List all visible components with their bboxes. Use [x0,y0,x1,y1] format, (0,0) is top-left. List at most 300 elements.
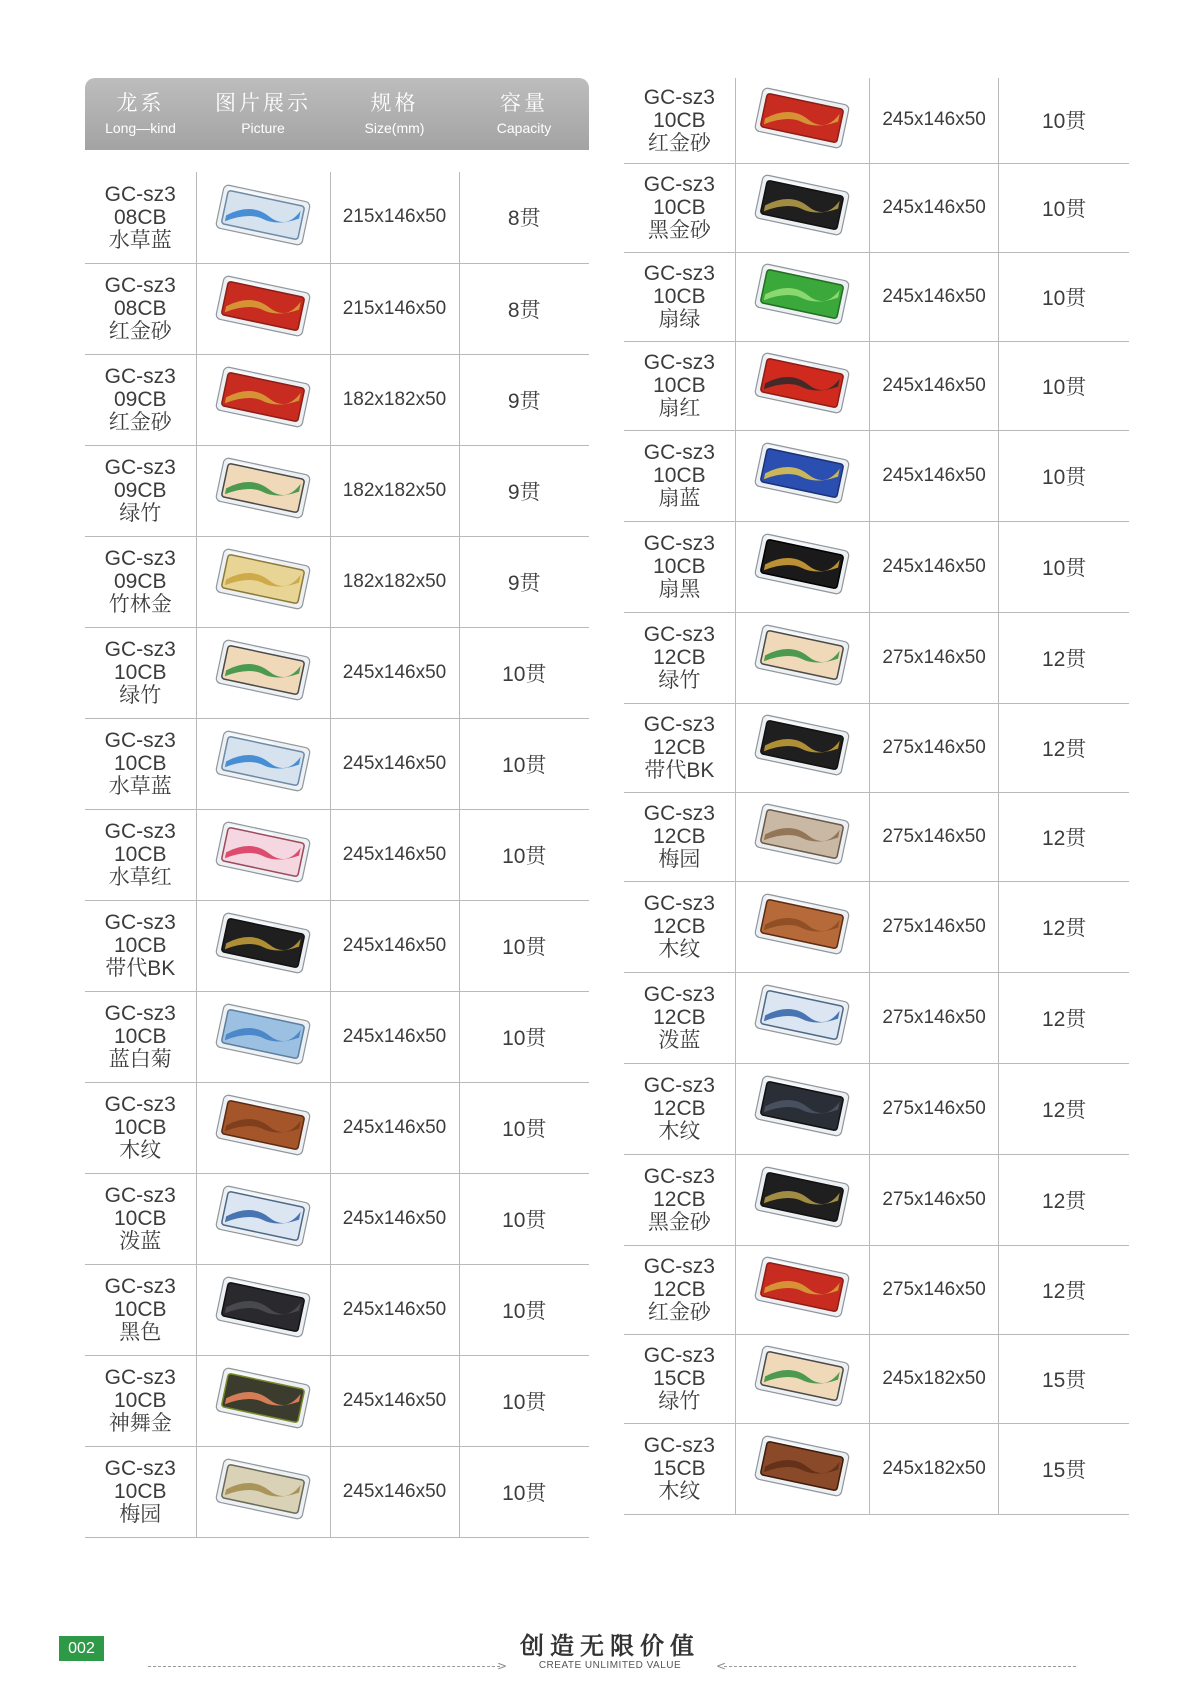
product-code-cell [624,1063,735,1154]
product-picture-cell [196,354,330,445]
product-model: 08CB [113,205,167,229]
product-code: GC-sz3 [104,1002,176,1025]
tray-bamboo-leaf-icon [748,1344,856,1408]
product-capacity: 10贯 [459,900,589,991]
product-row [85,1082,589,1173]
product-model: 10CB [113,1298,167,1321]
product-model: 09CB [113,388,167,411]
product-row [85,445,589,536]
product-model: 10CB [113,1389,167,1412]
product-picture-cell [735,1063,869,1154]
tray-wood-grain-icon [209,1093,317,1157]
tray-fan-green-icon [748,262,856,326]
product-row [624,881,1129,972]
tray-plum-garden-icon [748,802,856,866]
product-code: GC-sz3 [104,274,176,297]
product-code-cell [624,703,735,792]
product-code-cell [85,1355,196,1446]
tray-wood-grain-icon [748,892,856,956]
product-size: 245x146x50 [330,1355,459,1446]
product-style: 红金砂 [647,131,711,155]
product-code-cell [624,430,735,521]
product-style: 红金砂 [108,320,172,343]
product-style: 泼蓝 [119,1230,162,1253]
product-style: 绿竹 [658,1390,701,1413]
product-row [624,612,1129,703]
product-code-cell [624,521,735,612]
product-picture-cell [735,1154,869,1245]
product-style: 木纹 [658,1120,701,1143]
product-style: 泼蓝 [658,1029,701,1052]
product-code: GC-sz3 [643,351,715,374]
product-code: GC-sz3 [643,262,715,285]
product-code: GC-sz3 [643,532,715,555]
tray-fan-red-icon [748,351,856,415]
product-row [85,900,589,991]
product-code-cell [624,1423,735,1514]
tray-blue-chrysanthemum-icon [209,1002,317,1066]
product-row [85,1355,589,1446]
product-model: 12CB [653,1006,706,1029]
product-model: 08CB [113,297,167,320]
product-capacity: 10贯 [459,809,589,900]
product-code-cell [624,78,735,163]
product-size: 245x146x50 [330,627,459,718]
product-style: 带代BK [644,759,715,782]
header-col-kind [85,78,196,150]
product-capacity: 9贯 [459,354,589,445]
product-size: 245x146x50 [869,78,998,163]
product-picture-cell [196,1082,330,1173]
product-size: 245x146x50 [330,1264,459,1355]
product-code-cell [85,991,196,1082]
product-style: 红金砂 [647,1301,711,1324]
product-capacity: 10贯 [999,252,1129,341]
product-size: 215x146x50 [330,263,459,354]
product-picture-cell [735,612,869,703]
product-row [85,809,589,900]
product-style: 扇蓝 [658,487,701,510]
product-model: 10CB [653,285,706,308]
product-capacity: 8贯 [459,172,589,263]
product-size: 275x146x50 [869,703,998,792]
page-number: 002 [59,1636,104,1661]
tray-fan-black-icon [748,532,856,596]
product-model: 12CB [653,646,706,669]
product-code-cell [624,1154,735,1245]
product-picture-cell [196,627,330,718]
product-picture-cell [735,163,869,252]
product-size: 182x182x50 [330,536,459,627]
product-picture-cell [196,900,330,991]
tray-blue-wave-icon [209,729,317,793]
product-row [85,1446,589,1537]
product-style: 红金砂 [108,411,172,434]
product-code-cell [624,341,735,430]
product-picture-cell [735,252,869,341]
product-code: GC-sz3 [643,441,715,464]
tray-splash-blue-icon [209,1184,317,1248]
product-row [624,521,1129,612]
product-code: GC-sz3 [104,1457,176,1480]
product-style: 蓝白菊 [108,1048,172,1071]
product-size: 245x146x50 [330,1446,459,1537]
tray-black-icon [209,1275,317,1339]
product-row [624,1423,1129,1514]
product-picture-cell [196,1173,330,1264]
product-code: GC-sz3 [104,547,176,570]
product-code: GC-sz3 [643,85,715,109]
product-code-cell [624,881,735,972]
product-size: 245x146x50 [869,521,998,612]
product-code: GC-sz3 [643,983,715,1006]
product-code: GC-sz3 [104,638,176,661]
header-col-size [330,78,459,150]
product-row [85,1264,589,1355]
arrow-right-icon: > [497,1659,508,1673]
product-picture-cell [735,1423,869,1514]
product-code-cell [624,1334,735,1423]
product-code-cell [624,792,735,881]
product-style: 绿竹 [119,502,162,525]
product-size: 245x146x50 [330,900,459,991]
header-col-picture-en: Picture [241,120,285,136]
product-picture-cell [735,792,869,881]
product-row [85,354,589,445]
product-style: 梅园 [119,1503,162,1526]
product-code-cell [624,1245,735,1334]
product-model: 15CB [653,1457,706,1480]
header-col-size-en: Size(mm) [364,120,425,136]
product-size: 215x146x50 [330,172,459,263]
product-size: 182x182x50 [330,354,459,445]
product-style: 水草蓝 [108,775,172,798]
product-model: 12CB [653,1188,706,1211]
product-model: 09CB [113,570,167,593]
product-code-cell [624,612,735,703]
product-style: 黑金砂 [647,1211,711,1234]
footer-slogan-en: CREATE UNLIMITED VALUE [538,1660,682,1671]
product-capacity: 15贯 [999,1334,1129,1423]
product-model: 10CB [113,1025,167,1048]
product-row [624,341,1129,430]
product-code: GC-sz3 [643,1074,715,1097]
product-picture-cell [196,1264,330,1355]
product-code: GC-sz3 [104,182,176,206]
product-picture-cell [196,172,330,263]
header-col-kind-en: Long—kind [105,120,176,136]
product-row [624,1245,1129,1334]
product-capacity: 10贯 [999,430,1129,521]
tray-black-icon [748,1074,856,1138]
product-capacity: 12贯 [999,792,1129,881]
product-code-cell [85,1082,196,1173]
header-col-size-zh: 规格 [370,92,419,115]
product-code-cell [85,809,196,900]
product-row [624,792,1129,881]
product-capacity: 10贯 [999,78,1129,163]
product-size: 275x146x50 [869,1245,998,1334]
product-capacity: 8贯 [459,263,589,354]
product-picture-cell [735,881,869,972]
product-picture-cell [735,1334,869,1423]
product-row [624,1334,1129,1423]
product-code: GC-sz3 [104,456,176,479]
product-capacity: 10贯 [459,627,589,718]
arrow-left-icon: < [716,1659,727,1673]
product-row [624,972,1129,1063]
tray-red-gold-icon [209,365,317,429]
product-size: 245x146x50 [869,163,998,252]
table-header [85,78,589,150]
tray-red-wave-icon [209,820,317,884]
product-model: 10CB [653,555,706,578]
product-code: GC-sz3 [643,1165,715,1188]
product-code: GC-sz3 [104,1093,176,1116]
product-code: GC-sz3 [104,1184,176,1207]
product-capacity: 15贯 [999,1423,1129,1514]
product-capacity: 10贯 [459,1264,589,1355]
product-code: GC-sz3 [643,1255,715,1278]
product-picture-cell [735,78,869,163]
product-capacity: 9贯 [459,445,589,536]
product-row [624,1154,1129,1245]
tray-blue-wave-icon [209,183,317,247]
product-picture-cell [735,972,869,1063]
product-style: 扇绿 [658,308,701,331]
product-size: 275x146x50 [869,972,998,1063]
product-code-cell [85,1264,196,1355]
product-row [85,718,589,809]
product-code: GC-sz3 [643,1344,715,1367]
product-size: 245x146x50 [330,718,459,809]
product-capacity: 10贯 [999,521,1129,612]
product-style: 木纹 [119,1139,162,1162]
tray-bamboo-leaf-icon [209,638,317,702]
product-model: 12CB [653,825,706,848]
product-model: 10CB [653,196,706,219]
product-row [624,163,1129,252]
product-code: GC-sz3 [643,713,715,736]
product-code: GC-sz3 [104,911,176,934]
tray-splash-blue-icon [748,983,856,1047]
product-code: GC-sz3 [643,892,715,915]
product-model: 12CB [653,736,706,759]
product-code: GC-sz3 [104,729,176,752]
product-capacity: 12贯 [999,1245,1129,1334]
tray-fan-blue-icon [748,441,856,505]
header-col-kind-zh: 龙系 [116,92,165,115]
tray-red-gold-icon [209,274,317,338]
product-model: 10CB [653,374,706,397]
product-code: GC-sz3 [643,1434,715,1457]
tray-plum-garden-icon [209,1457,317,1521]
product-size: 245x146x50 [330,809,459,900]
product-row [85,1173,589,1264]
product-code-cell [85,627,196,718]
product-picture-cell [735,703,869,792]
product-code-cell [85,1173,196,1264]
product-row [85,263,589,354]
tray-black-gold-icon [209,911,317,975]
product-style: 绿竹 [119,684,162,707]
tray-bamboo-leaf-icon [748,623,856,687]
product-style: 扇红 [658,397,701,420]
tray-wood-grain-icon [748,1434,856,1498]
product-row [624,430,1129,521]
product-capacity: 12贯 [999,612,1129,703]
product-row [624,1063,1129,1154]
product-capacity: 10贯 [459,991,589,1082]
right-product-table [624,78,1129,1515]
tray-black-gold-icon [748,1165,856,1229]
product-code-cell [85,1446,196,1537]
product-code-cell [624,972,735,1063]
product-code-cell [85,172,196,263]
product-capacity: 10贯 [999,163,1129,252]
product-size: 245x146x50 [330,1082,459,1173]
product-style: 木纹 [658,1480,701,1503]
product-model: 10CB [113,934,167,957]
product-row [624,252,1129,341]
product-code-cell [85,718,196,809]
product-size: 245x146x50 [869,430,998,521]
product-code: GC-sz3 [104,365,176,388]
product-code: GC-sz3 [104,1275,176,1298]
product-picture-cell [196,718,330,809]
product-size: 275x146x50 [869,792,998,881]
product-capacity: 10贯 [459,1173,589,1264]
product-size: 245x146x50 [330,991,459,1082]
product-model: 10CB [113,1207,167,1230]
tray-red-gold-icon [748,86,856,150]
header-col-capacity-zh: 容量 [500,92,548,115]
product-capacity: 10贯 [459,1082,589,1173]
product-model: 12CB [653,915,706,938]
product-model: 10CB [653,108,706,132]
footer-slogan: 创造无限价值 [520,1632,700,1660]
product-model: 09CB [113,479,167,502]
product-code: GC-sz3 [643,802,715,825]
header-col-picture [196,78,330,150]
product-size: 245x146x50 [869,341,998,430]
header-col-capacity [459,78,589,150]
product-capacity: 12贯 [999,881,1129,972]
product-size: 245x146x50 [330,1173,459,1264]
product-style: 带代BK [105,957,176,980]
product-size: 275x146x50 [869,1154,998,1245]
left-product-table [85,172,589,1538]
product-size: 245x146x50 [869,252,998,341]
product-capacity: 10贯 [459,1355,589,1446]
product-code: GC-sz3 [104,820,176,843]
tray-red-gold-icon [748,1255,856,1319]
product-model: 10CB [113,843,167,866]
product-picture-cell [196,536,330,627]
product-picture-cell [735,1245,869,1334]
product-code-cell [85,536,196,627]
tray-sushi-icon [209,1366,317,1430]
footer-dashed-line-left [148,1666,500,1667]
product-style: 绿竹 [658,669,701,692]
product-code-cell [624,252,735,341]
product-style: 黑色 [119,1321,162,1344]
product-capacity: 10贯 [459,718,589,809]
product-size: 275x146x50 [869,612,998,703]
product-model: 10CB [113,752,167,775]
product-picture-cell [196,445,330,536]
product-style: 黑金砂 [647,219,711,242]
product-capacity: 12贯 [999,1154,1129,1245]
product-style: 竹林金 [108,593,172,616]
product-style: 水草红 [108,866,172,889]
tray-black-gold-icon [748,173,856,237]
product-capacity: 12贯 [999,1063,1129,1154]
product-code: GC-sz3 [643,623,715,646]
product-capacity: 9贯 [459,536,589,627]
product-picture-cell [735,430,869,521]
product-style: 木纹 [658,938,701,961]
tray-gold-bamboo-icon [209,547,317,611]
product-picture-cell [196,809,330,900]
product-model: 10CB [113,661,167,684]
product-code-cell [85,445,196,536]
header-col-capacity-en: Capacity [496,120,552,136]
product-picture-cell [735,341,869,430]
product-code-cell [85,263,196,354]
product-size: 275x146x50 [869,1063,998,1154]
product-model: 15CB [653,1367,706,1390]
product-model: 12CB [653,1097,706,1120]
product-size: 275x146x50 [869,881,998,972]
product-row [85,172,589,263]
product-model: 10CB [653,464,706,487]
product-row [624,703,1129,792]
product-row [85,627,589,718]
footer-dashed-line-right [724,1666,1076,1667]
product-style: 水草蓝 [108,228,172,252]
product-capacity: 10贯 [999,341,1129,430]
product-capacity: 12贯 [999,703,1129,792]
product-code-cell [85,354,196,445]
product-model: 10CB [113,1480,167,1503]
product-picture-cell [735,521,869,612]
product-size: 245x182x50 [869,1423,998,1514]
product-model: 12CB [653,1278,706,1301]
tray-bamboo-leaf-icon [209,456,317,520]
product-code: GC-sz3 [643,173,715,196]
product-row [85,991,589,1082]
product-picture-cell [196,1355,330,1446]
tray-black-gold-icon [748,713,856,777]
product-capacity: 10贯 [459,1446,589,1537]
product-code-cell [624,163,735,252]
product-code: GC-sz3 [104,1366,176,1389]
product-capacity: 12贯 [999,972,1129,1063]
product-row [85,536,589,627]
product-style: 扇黑 [658,578,701,601]
header-col-picture-zh: 图片展示 [215,92,311,115]
product-size: 245x182x50 [869,1334,998,1423]
product-picture-cell [196,991,330,1082]
product-row [624,78,1129,163]
product-picture-cell [196,263,330,354]
product-code-cell [85,900,196,991]
product-style: 梅园 [658,848,701,871]
product-style: 神舞金 [108,1412,172,1435]
product-size: 182x182x50 [330,445,459,536]
product-model: 10CB [113,1116,167,1139]
